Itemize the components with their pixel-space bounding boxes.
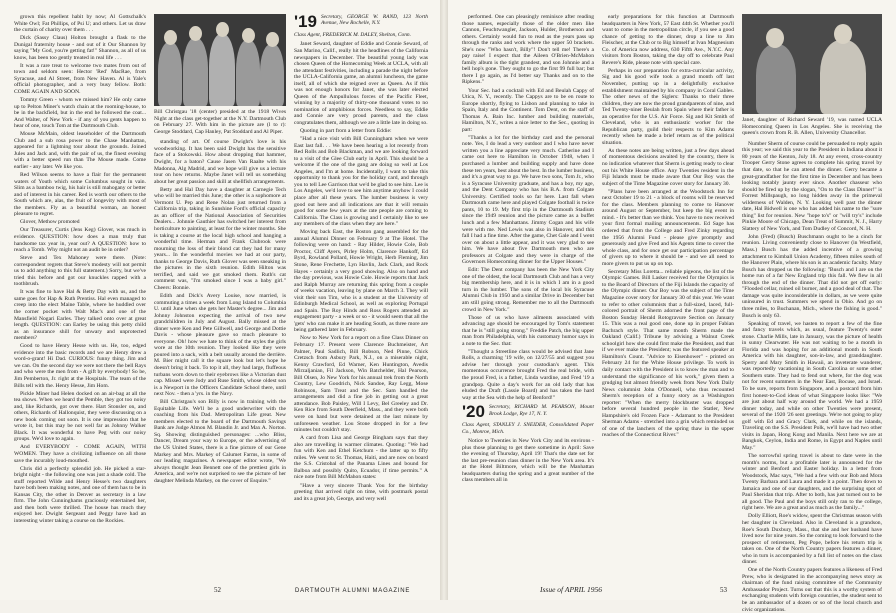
right-column-1 xyxy=(462,14,594,574)
column-paragraph: Our Treasurer, Curtis (Jens Keg) Glover, was much in evidence. QUESTION: how does a man truly that handsome tax year in, year out? A QUESTION: how to reach a Tomb. Why might not an audit be in order? xyxy=(14,227,146,254)
column-paragraph: Betty and Hal Day have a daughter at Carnegie Tech who will be married this June; the other is a sophomore at Vermont U. Pep and Rene Nolan just returned from a California trip, taking in Sunshine Ford's official capacity as an officer of the National Association of Securities Dealers... Johnnie Gauthier has switched her interest from horticulture to painting, at least for the winter months. She is taking a course at the local high school and hanging a wonderful time. Herman and Frank Clubrook were mourning the loss of their blond cat they had for many years... In the wonderful movies we had at our party, thanks to George Davis, Ruth Glover was seen sneaking in the pictures in the sixth reunion. Edith Hilton was terrified, and said we got smoked them. Ruth's cat comment was, "I'm smoked since I was a baby girl." Cheers: Bonnie. xyxy=(154,186,286,291)
column-paragraph: Number Sherm of course could be persuaded to reply again this year; we said this year to the President in Indiana about it 80 years of the Kenton, July 18. At any event, cross-country Trooper Gerry Stone agrees to complete his spring travel by that date, so that he can attend the dinner. Gerry became a great-grandfather for the first time in December and has been looking notably jaunty ever since. Another chasseur who should be fired up by the slogan, "On to the Class Dinner!" is Forrest Millspaugh, no long hidden away in the primeval wilderness of Walden, N. Y. Looking well past the dinner date, Hal Bidwell is one who has added his name to the "sure thing" list for reunion. New "hope to's" or "will try's" include Pinkie Moore of Chicago, Dean Treat of Summit, N. J., Harry Slattery of New York, and Tom Dudley of Concord, N. H. xyxy=(742,140,882,232)
column-paragraph: performed. One can pleasingly reminisce after reading those names, especially those of the older men like Cannon, Feuchtwangler, Jackson, Hulder, Brotherson and others. Certainly would fun to read as the years pass up through the ranks and work where the upper 50 brackets. She's now "Who hasn't, Billy"! Don't tell me! There's a pay raise! I expect that the Aileen O'Brien-McMahon family album is the tight grandest, and son Johnnie and a bell hop's gone. They ought to go the first 99 full bar; but there I go again, as I'd better say Thanks and on to the Ripkens." xyxy=(462,14,594,86)
column-paragraph: Bill Christgau's son Billy is now in training with the Equitable Life. We'll be a good underwriter with the coaching from his Dad. Metropolitan Life great. New members elected to the board of the Dartmouth Savings Bank are Judge Almon M. Blandin Jr. and Max A. Norton. Sq. Showing distinguished personages: ...who Bliss, Dancer, Dream your way to Europe, or the advertising of the US United States, there is a fine picture of our Gene Markey and Mrs. Markey of Calumet Farms, in some of our leading magazines. A newspaper editor wrote, "We always thought Jean Bennett one of the prettiest girls in America, and we're not surprised to see the picture of her daughter Melinda Markey, on the cover of Esquire." xyxy=(154,399,286,484)
column-paragraph: Tommy Green - whom we missed him? He only came up to Pelton Miner's watch chain at the rooming-house, to be in the backfield, but in the end he followed the coat... And Walter, of New York - if any of you gents happen to hear of one, touch Tom at the Dartmouth Club. xyxy=(14,97,146,130)
column-paragraph: Janet Seward, daughter of Eddie and Connie Seward, of San Marino, Calif., really hit the headlines of the California newspapers in December. The beautiful young lady was chosen Queen of the Homecoming Week at UCLA, with all the attendant festivities, including a parade the night before the UCLA-California game, an alumni luncheon, the game itself, all of which she reigned over as Queen. As if this was not enough honors for Janet, she was later elected Queen of the Ampullulous forces of the Pacific Fleet, winning by a majority of thirty-one thousand votes to no nomination of amphibious forces. Needless to say, Eddie and Connie are very proud parents, and the class congratulates them, although we are a little late in doing so. xyxy=(294,41,428,126)
column-paragraph: standing of art. Of course Dwight's love is his woodworking. It has been said Dwight has the sensitive face of a Stokowski. How about dropping that hammer, Dwight, for a baton? Cause Jasen Van Raalte with his Madonna, Alg Madrid, and we hope will give us a lecture tour on how returns. Maybe Janet will tell us something about her great passion and skill at shellfish arrangements. xyxy=(154,139,286,185)
column-paragraph: "Have a very sincere Thank You for the birthday greeting that arrived right on time, with postmark postal and its a great job, George, and very well xyxy=(294,482,428,502)
column-paragraph: And EVERYBODY - COME AGAIN, WITH WOMEN. They have a civilizing influence on all those save the incurably loud-mouthed. xyxy=(14,444,146,464)
column-paragraph: One of the North Country papers features a likeness of Fred Prew, who is designated in the accompanying news story as chairman of the fund raising committee of the Community Ambassador Project. Turns out that this is a worthy system of exchanging students with foreign countries, the student sent to be an ambassador of a dozen or so of the local church and civic organizations. xyxy=(742,567,882,613)
class-1920-header xyxy=(462,402,594,422)
class-secretary: Secretary, RICHARD M. PEARSON, Mount Brook Lodge, Rye 17, N. Y. xyxy=(488,404,594,417)
column-paragraph: Edit: The Dent company has been the New York City one of the oldest, the local Dartmouth Club and has a very big membership here, and it is in which I am in a good turn in the lumber. The sons of the local bis Syracuse Alumni Club in 1950 and a similar Drive in December but am still going strong. Remember me to all the Dartmouth crowd in New York." xyxy=(462,267,594,313)
queen-photo xyxy=(742,14,882,114)
column-paragraph: Quoting in part from a letter from Eddie: xyxy=(300,128,392,135)
column-paragraph: Now to New York for a report on a fine Class Dinner on February 17. Present were Clarence Buchmeister, Art Palmer, Paul Sadlich, Bill Robson, Ned Pinne, Chick Cretzsch from Asbury Park, N.J., on a miserable night, Kenny Crawford, Ed Warner, Ken Huntington, Avedis Mirzaljanian, Fil Jackson, Win Batchelder, Hal Pearson, Bill Olsen, Jo New York for his annual trek from the North Country, Lew Goodrich, Nick Sandoe, Ray Legg, Mose Robinson, Sam Treat and the Sec. Sam handled the arrangements and did a fine job in getting out a great attendance. Bob Paisley, Will I Levy, Bel Greeley and Dr. Ken Rice from South Deerfield, Mass., and they were both were on hand but were detained at the last minute by unforeseen weather. Lou Stone dropped in for a few minutes but couldn't stay. xyxy=(294,335,428,434)
column-paragraph: It was fine to have Hal & Betty Day with us, and the same goes for Hap & Ruth Prentiss. Hal even managed to creep into the elect Maine Table, where he huddled over the corner pocket with Walt Mac's and one of the Mansfield Nogari Earles. They talked onto over at great length. QUESTION: can Earley be using this petty child as an insurance shill for unwary and unprotected members? xyxy=(14,289,146,342)
column-paragraph: Edith and Dick's Avery Louise, now married, is commuting a times a week from Long Island to Columbia U. until June when she gets her Master's degree... Jim and Johnny Johnston expecting the arrival of two new grandchildren in July and August. Bally missed at the dinner were Ken and Pete Gillwell, and George and Dottie Davis - whose pleasure gave so much pleasure to everyone. Oh! how we hate to think of the styles the girls wore at the 10th reunion. They looked like they were poured into a sack, with a belt usually around the derrière. M. Bier might call it the square look but let's hope he doesn't bring it back. To top it all, they had large, fluffeous turbans worn down to their eyebrows like a Victorian dust cap. Missed were Jody and Ruse Smith, whose oldest son is a Newport in the Officers Candidate School there, until next Nov. - then a 'yrs. in the Navy. xyxy=(154,292,286,398)
column-paragraph: It was a rare treat to welcome two mates from out of town and seldom seen: Hector 'Red' MacRae, from Syracuse, and Al Street, from New Haven. Al is Yale's official photographer, and a very busy fellow. Both: COME AGAIN AND SOON. xyxy=(14,62,146,96)
left-column-3 xyxy=(294,14,428,574)
column-paragraph: "Had a nice visit with Bill Cunningham when we were East last fall. . . We have been hearing a lot recently from Red Rolls and Bob Blackman, and we are looking forward to a visit of the Glee Club early in April. This should be a welcome if the one of the gang are doing so well at Los Angeles, and I'm at home. Incidentally, I want to take this opportunity to thank you for the holiday card, and through you to tell Lee Garrison that we'd be glad to see him. Lee is Los Angeles, we'd love to see him anytime anyhow I could place after all these years. The lumber business is very good out here and all indications are that it will remain good for some few years at the rate people are coming to California. The Class is growing and I certainly like to see any members of the class when they are here." xyxy=(294,136,428,228)
class-year: '19 xyxy=(294,12,317,31)
column-paragraph: Red Wilson seems to have a flair for the permanent waters of Youth which some Columbus sought in vain. Slim as a bamboo twig, his hair is still mahogany or better and of interest in his career. Red is worth our others to the South which are, alas, the fruit of longevity with most of the members. Fly as a beautiful woman, an honest pleasure to regret. xyxy=(14,172,146,218)
column-paragraph: A card from Lisa and George Bingham says that they also are travelling in warmer climates. Quoting: "We had fun with Ken and Ethel Ketchum - the latter up to fifty miles. We went to St. Thomas, Haiti, and are now on board the S.S. Cristobal of the Panama Lines and bound for Balboa and possibly Quito, Ecuador, if time permits." A nice note from Bill McMahon states: xyxy=(294,435,428,481)
class-1919-header xyxy=(294,14,428,29)
class-agent: Class Agent, STANLEY J. SNEIDER, Consolidated Paper Co., Monroe, Mich. xyxy=(462,422,594,435)
column-paragraph: "Thanks a lot for the birthday card and the personal note. Yes, I do lead a very outdoor and I who have never written you a line appreciate very much. Catherine and I came out here to Hamilton in October 1948, when I purchased a lumber and building supply and have done these ten years, best about the best. In the lumber business, and it's a great way to go. We have two sons, Tom Jr., who is a Syracuse University graduate, and has a boy, my age, and the Dent Company who has his B.A. from Colgate University. Certified tools so far here. Last fall when Dartmouth came here and played Colgate football is twice pants, 10 to 19. My first trip in the Dartmouth Stadium since the 1949 reunion and the picture came as a buffet lunch and a few Manhattans. Jimmy Cogan and his wife were with me. Ned Lewis was also in Hanover, and this fall I had a fine time. After the game, Chet Gale and I went over on about a little appear, and it was very glad to see him. We have about five Dartmouth men who are professors at Colgate and they were in charge of the Governors Homecoming dinner for the Upper Houses." xyxy=(462,134,594,266)
column-paragraph: Moving back East, the Boston gang assembled for the annual Alumni Dinner on February 9 at The Hotel. The following were on hand: - Ray Hilder, Howie Cole, Bob Proctor, Cliff Ayers, Pirley Holm, Clarence Hankoff, Ed Byrd, Rowland Pollard, Howie Wright, Herb Fleming, Jim Stone, Rene Frechette, Lyn Havlin, Jack Clark, and Rock Hayes - certainly a very good showing. Also on hand and the day previous, was Howie Cole. Howie reports that Jack and Ralph Murray are returning this spring from a couple of weeks vacation, leaving by plane on March 3. They will visit their son Tim, who is a student at the University of Edinburgh Medical School, as well as exploring Portugal and Spain. The Roy Hinds and Ross Rogers attended an engagement party - a week or so - it would seem that all the 'gets' who can make it are heading South, as three more are being gathered later in February. xyxy=(294,229,428,334)
column-paragraph: "Plans have been arranged at the Woodstock Inn for next October 19 to 21 - a block of rooms will be reserved for the class. Members planning to come to Hanover around August or September, but keep the big event in mind. - It's better than we think. You have to now received your first formal mailing announcements. Ed Sage has ordered that from the College and Fred Zinky regarding the 1956 Alumni Fund - please give promptly and generously and give Fred and his Agents time to cover the whole class, and for once get our participation percentage of givers up to where it should be - and we all need to more givers to put us up on top. xyxy=(602,188,734,267)
column-paragraph: Dick (Sassy Claus) Holton brought a flask to the Dunigal fraternity house - and out of it Our Shannon by saying "My God, you're getting fat!" Shannon, as all of us know, has been too gently treated in real life . . . xyxy=(14,35,146,61)
left-column-1 xyxy=(14,14,146,574)
column-paragraph: Your Sec. had a cocktail with Ed and Beulah Cappy of Utica, N. Y., recently. The Cappys are to be en route to Europe shortly, flying to Lisbon and planning to take in Spain, Italy and the Continent. Tom Dent, on the staff of Thomas A. Bain Inc. lumber and building materials, Hamilton, N.Y., writes a nice letter to the Sec., quoting in part: xyxy=(462,87,594,133)
photo-caption: Bill Christgau '18 (center) presided at the 1918 Wives Night at the class get-together at the N.Y. Dartmouth Club on February 27. With him in the picture are (l to r): George Stoddard, Cap Hanley, Pat Stoddard and Al Piper. xyxy=(154,109,286,135)
class-secretary: Secretary, GEORGE W. RAND, 123 North Avenue, New Rochelle, N.Y. xyxy=(320,14,428,27)
column-paragraph: Chris did a perfectly splendid job. He picked a star-bright night - the following one was just a shade cold. The stuff reported Wilde and Henry Hesse's two daughters have both been making notes, and one of them has to be in Kansas City, the other in Denver as secretary in a law firm. The John Cunninghams graciously entertained her, and then both were thrilled. The house has much they enjoyed her. Dwight Sergeant and Peggy have had an interesting winter taking a course on the Rockies. xyxy=(14,465,146,524)
column-paragraph: Steve and Tex Mahoney were there. (Note: correspondent regrets that Steve's modesty will not permit us to add anything to this full statement.) Sorry, but we've tried this before and got our knuckles rapped with a toothbrush. xyxy=(14,255,146,288)
left-page xyxy=(0,0,440,600)
right-column-2 xyxy=(602,14,734,574)
column-paragraph: Good to have Henry Hesse with us. He, too, edged evidence into the basic records and we are Henry drew a word-o-grant! Hi Dad. CURIOUS: funny thing. Jim and we can. On the second day we were not there the bell Rays and who were the men from - A gift by everybody! So be, Jim Pemberton, Jr. right at the Hospitals. The team of the Bills tell with the. Henry Hesse, Jim Hom. xyxy=(14,343,146,389)
column-paragraph: early preparations for this function at Dartmouth headquarters in New York, 57 East 44th St. Whether you'll want to come in the metropolitan circle, if you see a good chance of getting to the dinner, drop a line to Jim Fleischer, at the Club or to Big himself at Ivan Magnesium Co. of America now address, 630 Fifth Ave., N.Y.C. Any visitors from Boston, taking the day off to celebrate Paul Revere's Ride, please note with special care. xyxy=(602,14,734,66)
page-number: 52 xyxy=(214,586,221,594)
column-paragraph: Glover, Methow promoted xyxy=(20,219,80,226)
column-paragraph: Mouse McMain, oldest leaseholder of the Dartmouth Club and a sub rosa power to the Chase Manhattan, appeared for a lightning tour about the grounds. Joined Jules and Jack and, with the pair of us, the finest evening with a better speed run than The Mouse made. Come earlier - any later. We like you. xyxy=(14,131,146,171)
column-paragraph: Those of us who have ailments associated with advancing age should be encouraged by Tom's statement that he is "still going strong." Freddie Patch, the big upper man from Philadelphia, with his customary humor says in a note to the Sec. that: xyxy=(462,314,594,347)
column-paragraph: John (Fred) (Busch) Buschmann ought to be a cinch for reunion. Living conveniently close to Hanover (in Westfield, Mass.) Busch has the added incentive of a growing attachment to Kimball Union Academy, fifteen miles south of the Hanover Plain, where his son is an academic faculty. Mary Busch has dropped us the following: "Busch and I are on the home run of a far New England trip this fall. We flew in all through the end of the dinner. That did not get off early: "Flooded cellar, ruined oil burner, and a good deal of that. The damage was quite inconsiderable in dollars, as we were quite uninsured in trust. Summers we spend in Ohio. And go on three miles, to Buchanan, Mich., where the fishing is good." Busch is only 63. xyxy=(742,233,882,319)
column-paragraph: Perhaps in our preparation for extra-curricular activity, Sig and his good wife took a grand month off last November, putting up in a delightfully exclusive establishment maintained by his company in Coral Gables. The other news of the Siglers: Thanks to their three children, they are now the proud grandparents of nine, and Ted Twenty-niner Beulah from Spain where their father is an operative for the U.S. Air Force. Sig and Kit Smith of Cleveland, who is an enthusiastic worker for the Republican party, guild their respects to Kim Adams recently when he made a brief return as of the political situation. xyxy=(602,67,734,146)
column-paragraph: The sorrowful spring travel is about to date were in the month's norms, but a profitable later is announced for the winter and Benford and Easter holiday. In a letter from Woodstock, Mac says, "We had a few with our Bob and Mora Twenty Barbara and Laura and made it a point. Then down to Jamaica and one of our daughters, and the surprising spot of Paul Sheridan that trip. After to both, has just turned out to be all good. The Paul and the boys still only ran to the college, right here. We are a great and as much as the family..." xyxy=(742,452,882,512)
issue-date: Issue of APRIL 1956 xyxy=(540,585,603,594)
page-number: 53 xyxy=(720,586,727,594)
column-paragraph: As these notes are being written, just a few days ahead of momentous decisions awaited by the country, there is no indication whatever that Sherm is getting ready to clear out his White House office. Any Twenties resident in the Fiji Islands must be made aware that Our Boy was the subject of the Time Magazine cover story for January 30. xyxy=(602,147,734,187)
column-paragraph: Notice to Twenties in New York City and its environs - plus those planning to get there sometime in April: Save the evening of Thursday, April 19! That's the date set for the last pre-reunion class dinner in the New York area. It's at the Hotel Biltmore, which will be the Manhattan headquarters during the spring and a great number of the class members all in xyxy=(462,438,594,484)
column-paragraph: Pickle Miner had Helen docked on an air-bag at all the tea shows. When we heard the Pemble, they got too noisy and, like Richards, got over there. Hart Stonsler on, and others, Richards of Hallonquist, they were discussing on a new book coming out soon. It is one impression that he wrote it, but this may be not well far as Johnny Walker Black. It was wonderful to have Peg with our noisy groups. We'd love to again. xyxy=(14,390,146,443)
column-paragraph: Dolly Elliott, Roe's widow, spent the Christmas season with her daughter in Cleveland. Also in Cleveland is a grandson, Roe's South Duxbury, Mass., that she and her husband have lived now for nine years. So the coming to look forward to the prospect of retirement, Peg Pope, before his return trip is taken on. One of the North Country papers features a dinner, who in turn is accompanied by a full list of notes on the class dinner. xyxy=(742,513,882,566)
spine-gutter xyxy=(440,0,448,600)
column-paragraph: "Thought a Streetline class would be advised that Jane Rolls, a charming '19 wife, on 12/27/55 and suggest you advise her through your custodian's agent. This momentous occurrence brought Fred the real bride, with the proud Fred, is a father, Linda wardine, and Fred '19 a grandpop. Quite a day's work for an old lady that has eluded the Draft (Lassie Board) and has taken the hard way at the Sea with the help of Benford!" xyxy=(462,348,594,401)
class-year: '20 xyxy=(462,402,485,422)
photo-caption: Janet, daughter of Richard Seward '19, was named UCLA Homecoming Queen in Los Angeles. She is receiving the queen's crown from R. B. Allen, University Chancellor. xyxy=(742,117,882,137)
column-paragraph: Secretary Miss Loretta... reliable pigeons, the list of the Olympic Games. Bill Lasker received for the Olympics is to the Board of Directors of the Fiji Islands the capacity of the Olympic dinner. Our Boy was the subject of the Time Magazine cover story for January 30 of this year. We want to refer to other columnists that a full-sized, laced, full-colored portrait of Sherm adorned the front page of the Boston Sunday Herald Rotogravure Section on January 15. This was a real good one, done up in proper Fabian Bachrach style. That same month Sherm made the Oakland (Calif.) Tribune by advising a Walnut Creek schoolgirl how she could first make the President, and that if we ever make the President; was the featured speaker at Hamilton's Count. "Advice to Eisenhower" - printed on February 24 for the White House privilege. To work in daily contact with the President is to know the man and to understand the significance of his work," given them a grudging but almost friendly week from New York Daily News columnist John O'Donnell, who thus recounted Sherm's reception of a funny story as a Washington reporter: "When the merry blockbuster was dropped before several hundred people in the Statler, New Hampshire's old Frozen Face - Adamant to the President Sherman Adams - stretched into a grin which reminded us of one of the lanchers of the spring thaw in the upper reaches of the Connecticut River." xyxy=(602,268,734,439)
class-dinner-photo xyxy=(154,14,286,106)
column-paragraph: grown this repellent habit by now; Al Gottschalk's White Owl; Fat Phillips, of Psi U; and others. Let us draw the curtain of charity over them . . . xyxy=(14,14,146,34)
class-agent: Class Agent, FREDERICK M. DALEY, Shelton, Conn. xyxy=(294,32,411,38)
magazine-title: DARTMOUTH ALUMNI MAGAZINE xyxy=(295,588,411,594)
left-column-2 xyxy=(154,14,286,574)
right-column-3 xyxy=(742,14,882,613)
column-paragraph: Speaking of travel, we hasten to report a few of the fine and fancy travels which, as usual, feature Twenty's outer stone. Charlie Mills, late in January, was the picture of health in sunny Clearwater. He was not waiting to be a month in Florida and was hoping for an additional month in South America with his daughter, son-in-law, and granddaughter. Sperry and Mary Smith in Hawaii, an inveterate wanderer, was reportedly vacationing in South Carolina or some other Southern state. They had to fend out where, for the dog was not for recent summers in the Near East, Bocuse, and Israel. To be sure, reports from Singapore, and a postcard from him first honest-to-God ideas of what Singapore looks like: "We are just about half way around the world. We had a 1959 dinner today, and while on other Twenties were present, several of the 1920 '26 sent greetings. We're not going to play golf with Ed and Gracy Clark, and while on the islands, Traveling on the S.S. President Polk, we'll have had two other visits in Japan, Hong Kong and Manila. Next here we are at Bangkok, Ceylon, India and Rome, in Egypt and Naples until May." xyxy=(742,320,882,451)
